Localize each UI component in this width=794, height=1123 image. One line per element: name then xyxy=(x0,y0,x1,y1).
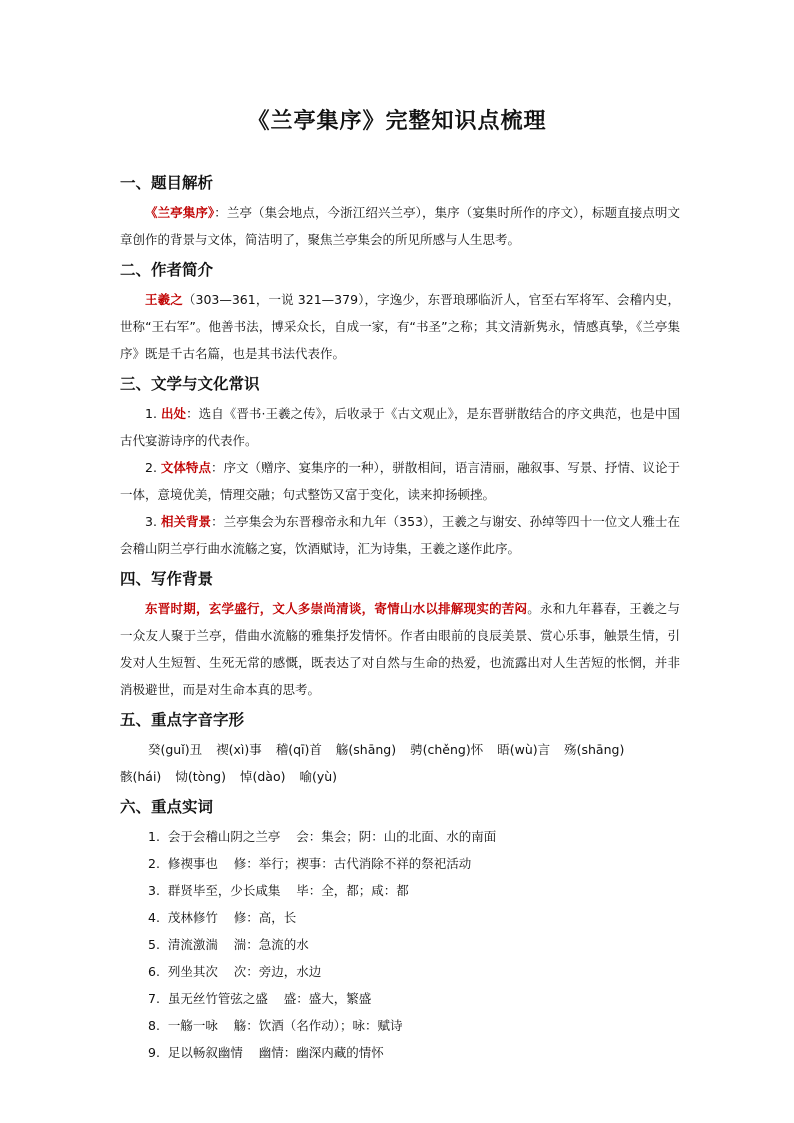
section-3-heading: 三、文学与文化常识 xyxy=(120,375,260,393)
pronunciation-item: 晤(wù)言 xyxy=(497,742,551,757)
pronunciation-item: 稽(qī)首 xyxy=(275,742,322,757)
pronunciation-item: 悼(dào) xyxy=(239,769,286,784)
item-number: 3. xyxy=(145,514,157,529)
pronunciation-item: 骋(chěng)怀 xyxy=(410,742,484,757)
vocab-item: 8. 一觞一咏 觞：饮酒（名作动）；咏：赋诗 xyxy=(148,1018,403,1033)
section-1-text: ：兰亭（集会地点，今浙江绍兴兰亭），集序（宴集时所作的序文），标题直接点明文章创作的背景与文体，简洁明了，聚焦兰亭集会的所见所感与人生思考。 xyxy=(120,205,680,247)
pronunciation-item: 骸(hái) xyxy=(120,769,162,784)
vocab-item: 2. 修禊事也 修：举行；禊事：古代消除不祥的祭祀活动 xyxy=(148,856,472,871)
pronunciation-item: 喻(yù) xyxy=(299,769,338,784)
section-2-highlight: 王羲之 xyxy=(145,292,183,307)
vocab-item: 6. 列坐其次 次：旁边，水边 xyxy=(148,964,322,979)
pronunciation-item: 癸(guǐ)丑 xyxy=(148,742,203,757)
item-label: 相关背景 xyxy=(160,514,212,529)
item-text: ：兰亭集会为东晋穆帝永和九年（353），王羲之与谢安、孙绰等四十一位文人雅士在会稽山阴兰亭行曲水流觞之宴，饮酒赋诗，汇为诗集，王羲之遂作此序。 xyxy=(120,514,680,556)
section-2-text: （303—361，一说 321—379），字逸少，东晋琅琊临沂人，官至右军将军、会稽内史，世称“王右军”。他善书法，博采众长，自成一家，有“书圣”之称；其文清新隽永，情感真挚，《兰亭集序》既是千古名篇，也是其书法代表作。 xyxy=(120,292,680,361)
section-1-paragraph xyxy=(120,199,680,253)
vocab-item: 4. 茂林修竹 修：高，长 xyxy=(148,910,297,925)
document-body xyxy=(120,166,680,1066)
section-4-paragraph xyxy=(120,595,680,703)
vocab-item: 9. 足以畅叙幽情 幽情：幽深内藏的情怀 xyxy=(148,1045,384,1060)
section-3-item xyxy=(120,400,680,454)
pronunciation-item: 觞(shāng) xyxy=(335,742,397,757)
vocab-item: 7. 虽无丝竹管弦之盛 盛：盛大，繁盛 xyxy=(148,991,372,1006)
section-4-text: 。永和九年暮春，王羲之与一众友人聚于兰亭，借曲水流觞的雅集抒发情怀。作者由眼前的良辰美景、赏心乐事，触景生情，引发对人生短暂、生死无常的感慨，既表达了对自然与生命的热爱，也流露出对人生苦短的怅惘，并非消极避世，而是对生命本真的思考。 xyxy=(120,601,680,697)
page-title: 《兰亭集序》完整知识点梳理 xyxy=(247,109,547,134)
pronunciation-item: 殇(shāng) xyxy=(564,742,625,757)
pronunciation-row xyxy=(120,763,680,790)
item-number: 2. xyxy=(145,460,157,475)
item-text: ：序文（赠序、宴集序的一种），骈散相间，语言清丽，融叙事、写景、抒情、议论于一体，意境优美，情理交融；句式整饬又富于变化，读来抑扬顿挫。 xyxy=(120,460,680,502)
section-6-heading: 六、重点实词 xyxy=(120,798,214,816)
section-2-paragraph xyxy=(120,286,680,367)
pronunciation-row xyxy=(120,736,680,763)
vocab-item: 3. 群贤毕至，少长咸集 毕：全，都；咸：都 xyxy=(148,883,409,898)
section-4-highlight: 东晋时期，玄学盛行，文人多崇尚清谈，寄情山水以排解现实的苦闷 xyxy=(145,601,528,616)
section-5-heading: 五、重点字音字形 xyxy=(120,711,245,729)
pronunciation-item: 恸(tòng) xyxy=(175,769,226,784)
section-4-heading: 四、写作背景 xyxy=(120,570,214,588)
section-3-item xyxy=(120,454,680,508)
section-1-highlight: 《兰亭集序》 xyxy=(145,205,215,220)
section-3-item xyxy=(120,508,680,562)
item-text: ：选自《晋书·王羲之传》，后收录于《古文观止》，是东晋骈散结合的序文典范，也是中国古代宴游诗序的代表作。 xyxy=(120,406,680,448)
item-number: 1. xyxy=(145,406,157,421)
vocab-item: 5. 清流激湍 湍：急流的水 xyxy=(148,937,309,952)
pronunciation-item: 禊(xì)事 xyxy=(216,742,262,757)
item-label: 文体特点 xyxy=(160,460,211,475)
section-2-heading: 二、作者简介 xyxy=(120,261,214,279)
item-label: 出处 xyxy=(160,406,187,421)
section-1-heading: 一、题目解析 xyxy=(120,174,214,192)
vocab-item: 1. 会于会稽山阴之兰亭 会：集会；阴：山的北面、水的南面 xyxy=(148,829,497,844)
